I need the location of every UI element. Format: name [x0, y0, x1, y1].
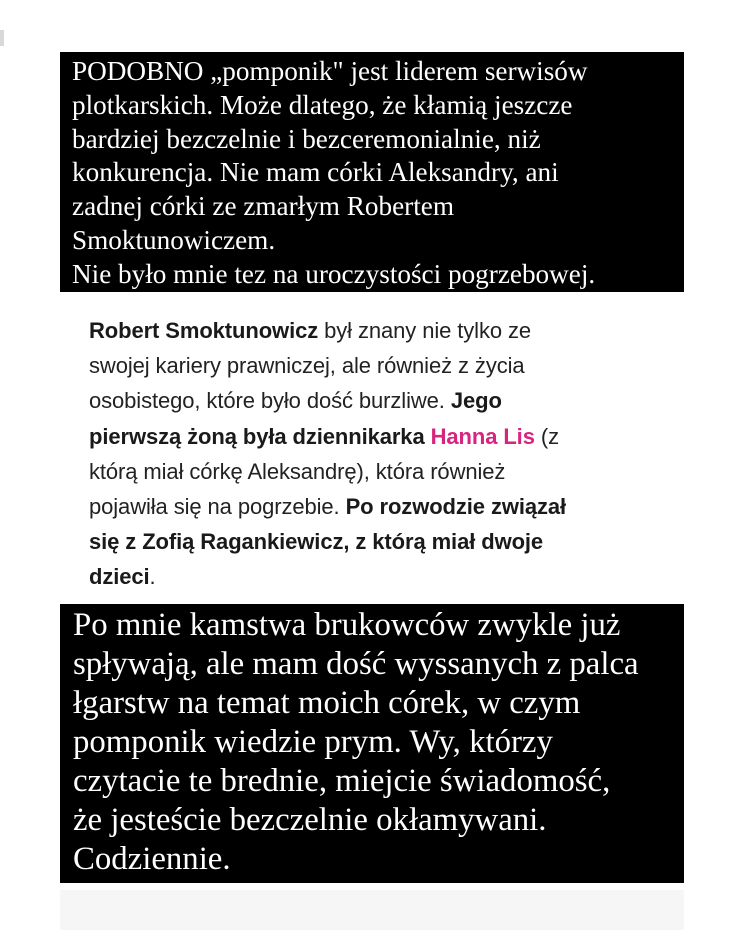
article-line: [89, 348, 669, 383]
article-text: osobistego, które było dość burzliwe.: [89, 388, 451, 414]
article-bold-text: Jego: [450, 388, 502, 414]
bottom-strip: [60, 890, 684, 930]
article-text: pojawiła się na pogrzebie.: [89, 494, 346, 520]
article-bold-text: się z Zofią Ragankiewicz, z którą miał dwoje: [89, 529, 544, 555]
top-statement-line: PODOBNO „pomponik" jest liderem serwisów: [72, 56, 588, 86]
article-text: którą miał córkę Aleksandrę), która również: [89, 458, 506, 484]
article-line: [89, 313, 669, 348]
top-statement-line: bardziej bezczelnie i bezceremonialnie, niż: [72, 123, 541, 154]
bottom-statement-line: spływają, ale mam dość wyssanych z palca: [73, 646, 639, 682]
top-statement-line: Smoktunowiczem.: [72, 224, 276, 255]
bottom-statement-line: łgarstw na temat moich córek, w czym: [73, 685, 581, 721]
hanna-lis-link[interactable]: Hanna Lis: [430, 423, 535, 449]
bottom-statement-line: Codziennie.: [73, 841, 231, 877]
article-line: [89, 559, 669, 594]
top-statement-line: Nie było mnie tez na uroczystości pogrzebowej.: [72, 258, 596, 289]
article-excerpt: [89, 313, 669, 595]
bottom-statement-box: [60, 604, 684, 883]
top-statement-box: [60, 52, 684, 292]
article-line: [89, 419, 669, 454]
article-text: był znany nie tylko ze: [318, 318, 532, 343]
article-line: [89, 524, 669, 559]
person-name-bold: Robert Smoktunowicz: [89, 318, 319, 343]
article-bold-text: pierwszą żoną była dziennikarka: [89, 423, 431, 449]
article-bold-text: Po rozwodzie związał: [345, 494, 567, 520]
bottom-statement-line: pomponik wiedzie prym. Wy, którzy: [73, 724, 553, 760]
article-text: (z: [534, 423, 559, 449]
article-text: .: [149, 564, 156, 590]
article-bold-text: dzieci: [89, 564, 150, 590]
article-line: [89, 383, 669, 418]
top-statement-line: konkurencja. Nie mam córki Aleksandry, ani: [72, 157, 559, 188]
bottom-statement-line: czytacie te brednie, miejcie świadomość,: [73, 763, 611, 799]
top-statement-line: zadnej córki ze zmarłym Robertem: [72, 191, 454, 222]
article-line: [89, 489, 669, 524]
bottom-statement-line: Po mnie kamstwa brukowców zwykle już: [73, 607, 621, 643]
left-edge-mark: [0, 30, 4, 46]
article-text: swojej kariery prawniczej, ale również z życia: [89, 353, 525, 379]
article-line: [89, 454, 669, 489]
bottom-statement-line: że jesteście bezczelnie okłamywani.: [73, 802, 547, 838]
top-statement-line: plotkarskich. Może dlatego, że kłamią jeszcze: [72, 89, 573, 120]
